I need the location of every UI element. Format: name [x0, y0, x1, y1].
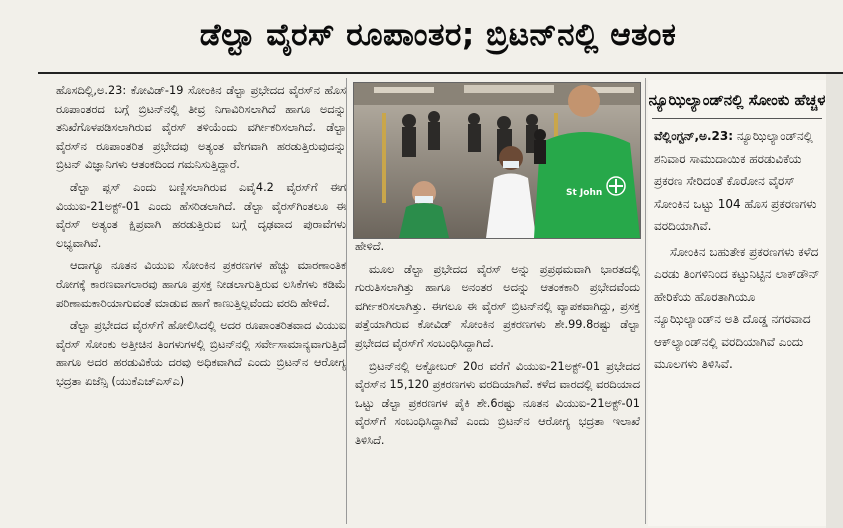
news-photo: [353, 82, 641, 239]
vaccination-centre-image: [354, 83, 640, 238]
paragraph: ಆದಾಗ್ಯೂ ನೂತನ ವಿಯುಐ ಸೋಂಕಿನ ಪ್ರಕರಣಗಳ ಹೆಚ್ಚು ಮಾರಣಾಂತಿಕ ರೋಗಕ್ಕೆ ಕಾರಣವಾಗಲಾರವು ಹಾಗೂ ಪ್ರಸಕ್ತ ನೀಡಲಾಗುತ್ತಿರುವ ಲಸಿಕೆಗಳು ಕಡಿಮೆ ಪರಿಣಾಮಕಾರಿಯಾಗುವಂತೆ ಮಾಡುವ ಹಾಗೆ ಕಾಣುತ್ತಿಲ್ಲವೆಂದು ವರದಿ ಹೇಳಿದೆ.: [56, 259, 346, 310]
paragraph: ಬ್ರಿಟನ್‌ನಲ್ಲಿ ಅಕ್ಟೋಬರ್ 20ರ ವರೆಗೆ ವಿಯುಐ-21ಅಕ್ಟ್-01 ಪ್ರಭೇದದ ವೈರಸ್‌ನ 15,120 ಪ್ರಕರಣಗಳು ವರದಿಯಾಗಿವೆ. ಕಳೆದ ವಾರದಲ್ಲಿ ವರದಿಯಾದ ಒಟ್ಟು ಡೆಲ್ಟಾ ಪ್ರಕರಣಗಳ ಪೈಕಿ ಶೇ.6ರಷ್ಟು ನೂತನ ವಿಯುಐ-21ಅಕ್ಟ್-01 ವೈರಸ್‌ಗೆ ಸಂಬಂಧಿಸಿದ್ದಾಗಿವೆ ಎಂದು ಬ್ರಿಟನ್‌ನ ಆರೋಗ್ಯ ಭದ್ರತಾ ಇಲಾಖೆ ತಿಳಿಸಿದೆ.: [355, 359, 640, 447]
paragraph: [654, 125, 820, 238]
headline-rule: [38, 72, 843, 74]
column-divider: [346, 78, 347, 524]
vest-text: St John: [566, 188, 603, 198]
headline: ಡೆಲ್ಟಾ ವೈರಸ್ ರೂಪಾಂತರ; ಬ್ರಿಟನ್‌ನಲ್ಲಿ ಆತಂಕ: [199, 16, 677, 53]
paragraph: ಡೆಲ್ಟಾ ಪ್ಲಸ್ ಎಂದು ಬಣ್ಣಿಸಲಾಗಿರುವ ಎವೈ4.2 ವೈರಸ್‌ಗೆ ಈಗ ವಿಯುಐ-21ಅಕ್ಟ್-01 ಎಂದು ಹೆಸರಿಡಲಾಗಿದೆ. ಡೆಲ್ಟಾ ವೈರಸ್‌ಗಿಂತಲೂ ಈ ವೈರಸ್ ಅತ್ಯಂತ ಕ್ಷಿಪ್ರವಾಗಿ ಹರಡುತ್ತಿರುವ ಬಗ್ಗೆ ದೃಢವಾದ ಪುರಾವೆಗಳು ಲಭ್ಯವಾಗಿವೆ.: [56, 180, 346, 250]
side-story-body: [648, 125, 826, 376]
paragraph: ಮೂಲ ಡೆಲ್ಟಾ ಪ್ರಭೇದದ ವೈರಸ್ ಅನ್ನು ಪ್ರಪ್ರಥಮವಾಗಿ ಭಾರತದಲ್ಲಿ ಗುರುತಿಸಲಾಗಿತ್ತು ಹಾಗೂ ಅನಂತರ ಅದನ್ನು ಆತಂಕಕಾರಿ ಪ್ರಭೇದವೆಂದು ವರ್ಗೀಕರಿಸಲಾಗಿತ್ತು. ಈಗಲೂ ಈ ವೈರಸ್ ಬ್ರಿಟನ್‌ನಲ್ಲಿ ವ್ಯಾಪಕವಾಗಿದ್ದು, ಪ್ರಸಕ್ತ ಪತ್ತೆಯಾಗಿರುವ ಕೋವಿಡ್ ಸೋಂಕಿನ ಪ್ರಕರಣಗಳು ಶೇ.99.8ರಷ್ಟು ಡೆಲ್ಟಾ ಪ್ರಭೇದದ ವೈರಸ್‌ಗೆ ಸಂಬಂಧಿಸಿದ್ದಾಗಿದೆ.: [355, 262, 640, 350]
dateline: ವೆಲ್ಲಿಂಗ್ಟನ್,ಅ.23:: [654, 129, 734, 143]
side-story-title: ನ್ಯೂಝಿಲ್ಯಾಂಡ್‌ನಲ್ಲಿ ಸೋಂಕು ಹೆಚ್ಚಳ: [648, 91, 826, 109]
column-divider: [645, 78, 646, 524]
paragraph: ಸೋಂಕಿನ ಬಹುತೇಕ ಪ್ರಕರಣಗಳು ಕಳೆದ ಎರಡು ತಿಂಗಳಿನಿಂದ ಕಟ್ಟುನಿಟ್ಟಿನ ಲಾಕ್‌ಡೌನ್ ಹೇರಿಕೆಯ ಹೊರತಾಗಿಯೂ ನ್ಯೂಝಿಲ್ಯಾಂಡ್‌ನ ಅತಿ ದೊಡ್ಡ ನಗರವಾದ ಆಕ್‌ಲ್ಯಾಂಡ್‌ನಲ್ಲಿ ವರದಿಯಾಗಿವೆ ಎಂದು ಮೂಲಗಳು ತಿಳಿಸಿವೆ.: [654, 244, 820, 371]
paragraph: ಹೊಸದಿಲ್ಲಿ,ಅ.23: ಕೋವಿಡ್-19 ಸೋಂಕಿನ ಡೆಲ್ಟಾ ಪ್ರಭೇದದ ವೈರಸ್‌ನ ಹೊಸ ರೂಪಾಂತರದ ಬಗ್ಗೆ ಬ್ರಿಟನ್‌ನಲ್ಲಿ ತೀವ್ರ ನಿಗಾವಿರಿಸಲಾಗಿದೆ ಹಾಗೂ ಅದನ್ನು ತನಿಖೆಗೊಳಪಡಿಸಲಾಗಿರುವ ವೈರಸ್ ತಳಿಯೆಂದು ವರ್ಗೀಕರಿಸಲಾಗಿದೆ. ಡೆಲ್ಟಾ ವೈರಸ್‌ನ ರೂಪಾಂತರಿತ ಪ್ರಭೇದವು ಅತ್ಯಂತ ವೇಗವಾಗಿ ಹರಡುತ್ತಿರುವುದನ್ನು ಬ್ರಿಟನ್ ವಿಜ್ಞಾನಿಗಳು ಆತಂಕದಿಂದ ಗಮನಿಸುತ್ತಿದ್ದಾರೆ.: [56, 84, 346, 172]
paragraph: ಹೇಳಿದೆ.: [355, 240, 385, 253]
side-title-rule: [652, 118, 822, 119]
main-story-column-2: [355, 238, 640, 526]
side-story-box: [648, 80, 826, 526]
page-edge: [826, 74, 843, 528]
main-story-column-1: [56, 82, 346, 526]
st-john-cross-icon: [607, 177, 625, 195]
side-para-1: ನ್ಯೂಝಿಲ್ಯಾಂಡ್‌ನಲ್ಲಿ ಶನಿವಾರ ಸಾಮುದಾಯಿಕ ಹರಡುವಿಕೆಯ ಪ್ರಕರಣ ಸೇರಿದಂತೆ ಕೊರೋನ ವೈರಸ್ ಸೋಂಕಿನ ಒಟ್ಟು 104 ಹೊಸ ಪ್ರಕರಣಗಳು ವರದಿಯಾಗಿವೆ.: [654, 129, 817, 233]
paragraph: ಡೆಲ್ಟಾ ಪ್ರಭೇದದ ವೈರಸ್‌ಗೆ ಹೋಲಿಸಿದಲ್ಲಿ ಅದರ ರೂಪಾಂತರಿತವಾದ ವಿಯುಐ ವೈರಸ್ ಸೋಂಕು ಅತ್ತೀಚಿನ ತಿಂಗಳುಗಳಲ್ಲಿ ಬ್ರಿಟನ್‌ನಲ್ಲಿ ಸರ್ವೇಸಾಮಾನ್ಯವಾಗುತ್ತಿದೆ ಹಾಗೂ ಅದರ ಹರಡುವಿಕೆಯ ದರವು ಅಧಿಕವಾಗಿದೆ ಎಂದು ಬ್ರಿಟನ್‌ನ ಆರೋಗ್ಯ ಭದ್ರತಾ ಏಜೆನ್ಸಿ (ಯುಕೆಎಚ್‌ಎಸ್‌ಎ): [56, 319, 346, 388]
